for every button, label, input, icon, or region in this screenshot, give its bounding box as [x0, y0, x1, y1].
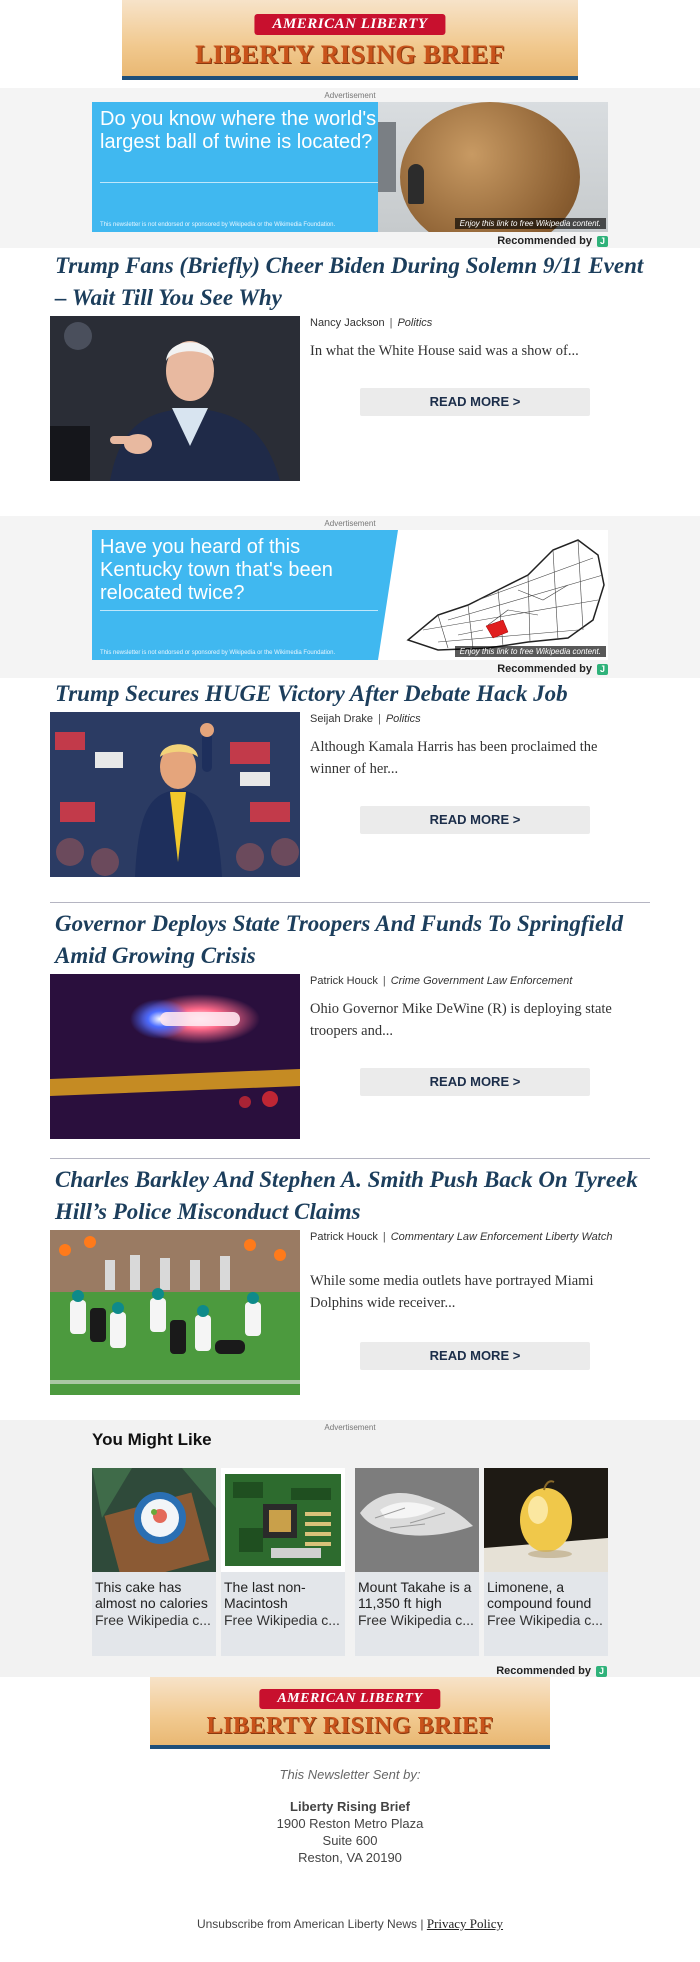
- article-category[interactable]: Crime Government Law Enforcement: [390, 975, 573, 987]
- article-title[interactable]: Trump Fans (Briefly) Cheer Biden During Solemn 9/11 Event – Wait Till You See Why: [55, 253, 644, 310]
- card-text: This cake has almost no calories: [95, 1579, 208, 1611]
- card-source: Free Wikipedia c...: [358, 1612, 474, 1628]
- article-meta: Nancy Jackson | Politics: [310, 317, 433, 329]
- address-line-3: Reston, VA 20190: [298, 1850, 402, 1865]
- ad-disclaimer: This newsletter is not endorsed or sponsored by Wikipedia or the Wikimedia Foundation.: [100, 222, 336, 228]
- ad-enjoy-note: Enjoy this link to free Wikipedia content.: [455, 218, 606, 229]
- article-meta: Patrick Houck | Crime Government Law Enforcement: [310, 975, 573, 987]
- trump-photo-icon: [50, 712, 300, 877]
- recommended-by[interactable]: Recommended by J: [92, 232, 608, 249]
- recommender-logo-icon: J: [597, 664, 608, 675]
- article-excerpt: In what the White House said was a show of...: [310, 343, 579, 359]
- card-source: Free Wikipedia c...: [224, 1612, 340, 1628]
- privacy-policy-link[interactable]: Privacy Policy: [426, 1916, 504, 1931]
- article-meta: Patrick Houck | Commentary Law Enforcement Liberty Watch: [310, 1231, 613, 1243]
- orange-peel-icon: [484, 1468, 608, 1572]
- article-author: Patrick Houck: [310, 1231, 378, 1243]
- circuit-board-icon: [221, 1468, 345, 1572]
- you-might-like-title: You Might Like: [92, 1430, 212, 1449]
- footer-banner[interactable]: [150, 1677, 550, 1749]
- newsletter-logo-text: LIBERTY RISING BRIEF: [194, 40, 506, 69]
- article-category[interactable]: Commentary Law Enforcement Liberty Watch: [390, 1231, 613, 1243]
- article-title[interactable]: Trump Secures HUGE Victory After Debate Hack Job: [55, 681, 568, 706]
- police-lights-icon: [50, 974, 300, 1139]
- recommendation-card[interactable]: [92, 1468, 216, 1656]
- sender-name: Liberty Rising Brief: [290, 1799, 410, 1814]
- article-card: [50, 1158, 650, 1416]
- article-title[interactable]: Charles Barkley And Stephen A. Smith Push Back On Tyreek Hill’s Police Misconduct Claims: [55, 1167, 638, 1224]
- address-line-2: Suite 600: [322, 1833, 378, 1848]
- recommendation-card[interactable]: [484, 1468, 608, 1656]
- cake-plate-icon: [92, 1468, 216, 1572]
- ad-disclaimer: This newsletter is not endorsed or sponsored by Wikipedia or the Wikimedia Foundation.: [100, 650, 336, 656]
- football-photo-icon: [50, 1230, 300, 1395]
- read-more-button[interactable]: READ MORE >: [360, 1342, 590, 1370]
- header-banner[interactable]: [122, 0, 578, 80]
- ad-divider: [100, 182, 384, 183]
- recommended-by[interactable]: Recommended by J: [496, 1665, 607, 1677]
- ad-zone-1: [0, 88, 700, 248]
- american-liberty-badge: AMERICAN LIBERTY: [254, 14, 445, 35]
- kentucky-map-icon: [378, 530, 608, 660]
- newsletter-logo-text: LIBERTY RISING BRIEF: [206, 1713, 494, 1739]
- address-line-1: 1900 Reston Metro Plaza: [276, 1816, 424, 1831]
- article-image[interactable]: [50, 974, 300, 1139]
- read-more-button[interactable]: READ MORE >: [360, 388, 590, 416]
- article-card: [50, 678, 650, 898]
- article-excerpt: Although Kamala Harris has been proclaimed the winner of her...: [310, 739, 598, 777]
- recommendation-card[interactable]: [221, 1468, 345, 1656]
- recommender-logo-icon: J: [596, 1666, 607, 1677]
- article-author: Seijah Drake: [310, 713, 373, 725]
- ad-enjoy-note: Enjoy this link to free Wikipedia content.: [455, 646, 606, 657]
- ad-question: Have you heard of this Kentucky town that's been relocated twice?: [100, 536, 333, 604]
- card-text: The last non-Macintosh: [224, 1579, 306, 1611]
- you-might-like-section: [0, 1420, 700, 1677]
- article-image[interactable]: [50, 712, 300, 877]
- american-liberty-badge: AMERICAN LIBERTY: [259, 1689, 440, 1709]
- article-title[interactable]: Governor Deploys State Troopers And Funds To Springfield Amid Growing Crisis: [55, 911, 624, 968]
- card-source: Free Wikipedia c...: [487, 1612, 603, 1628]
- card-source: Free Wikipedia c...: [95, 1612, 211, 1628]
- article-category[interactable]: Politics: [397, 317, 433, 329]
- unsubscribe-link[interactable]: Unsubscribe from American Liberty News: [196, 1917, 418, 1931]
- ad-label: Advertisement: [324, 519, 376, 528]
- twine-ball-image: [378, 102, 608, 232]
- article-image[interactable]: [50, 1230, 300, 1395]
- article-image[interactable]: [50, 316, 300, 481]
- link-separator: |: [420, 1917, 424, 1931]
- biden-photo-icon: [50, 316, 300, 481]
- card-text: Limonene, a compound found: [487, 1579, 592, 1611]
- article-card: [50, 902, 650, 1158]
- ad-banner-twine[interactable]: [92, 102, 608, 232]
- article-card: [50, 250, 650, 500]
- recommender-logo-icon: J: [597, 236, 608, 247]
- recommendation-card[interactable]: [355, 1468, 479, 1656]
- article-author: Nancy Jackson: [310, 317, 385, 329]
- read-more-button[interactable]: READ MORE >: [360, 806, 590, 834]
- article-author: Patrick Houck: [310, 975, 378, 987]
- card-text: Mount Takahe is a 11,350 ft high: [358, 1579, 472, 1611]
- recommended-by[interactable]: Recommended by J: [92, 660, 608, 677]
- article-meta: Seijah Drake | Politics: [310, 713, 421, 725]
- ad-zone-2: [0, 516, 700, 678]
- sent-by-label: This Newsletter Sent by:: [279, 1767, 421, 1782]
- sender-address: [0, 1798, 700, 1866]
- ad-banner-kentucky[interactable]: [92, 530, 608, 660]
- ad-label: Advertisement: [324, 91, 376, 100]
- article-category[interactable]: Politics: [385, 713, 421, 725]
- kentucky-map-image: [378, 530, 608, 660]
- ad-divider: [100, 610, 384, 611]
- article-excerpt: While some media outlets have portrayed Miami Dolphins wide receiver...: [310, 1273, 594, 1311]
- ad-question: Do you know where the world's largest ball of twine is located?: [100, 108, 377, 153]
- article-excerpt: Ohio Governor Mike DeWine (R) is deploying state troopers and...: [310, 1001, 612, 1039]
- footer-links: [0, 1916, 700, 1932]
- read-more-button[interactable]: READ MORE >: [360, 1068, 590, 1096]
- mountain-icon: [355, 1468, 479, 1572]
- ad-label: Advertisement: [324, 1423, 376, 1432]
